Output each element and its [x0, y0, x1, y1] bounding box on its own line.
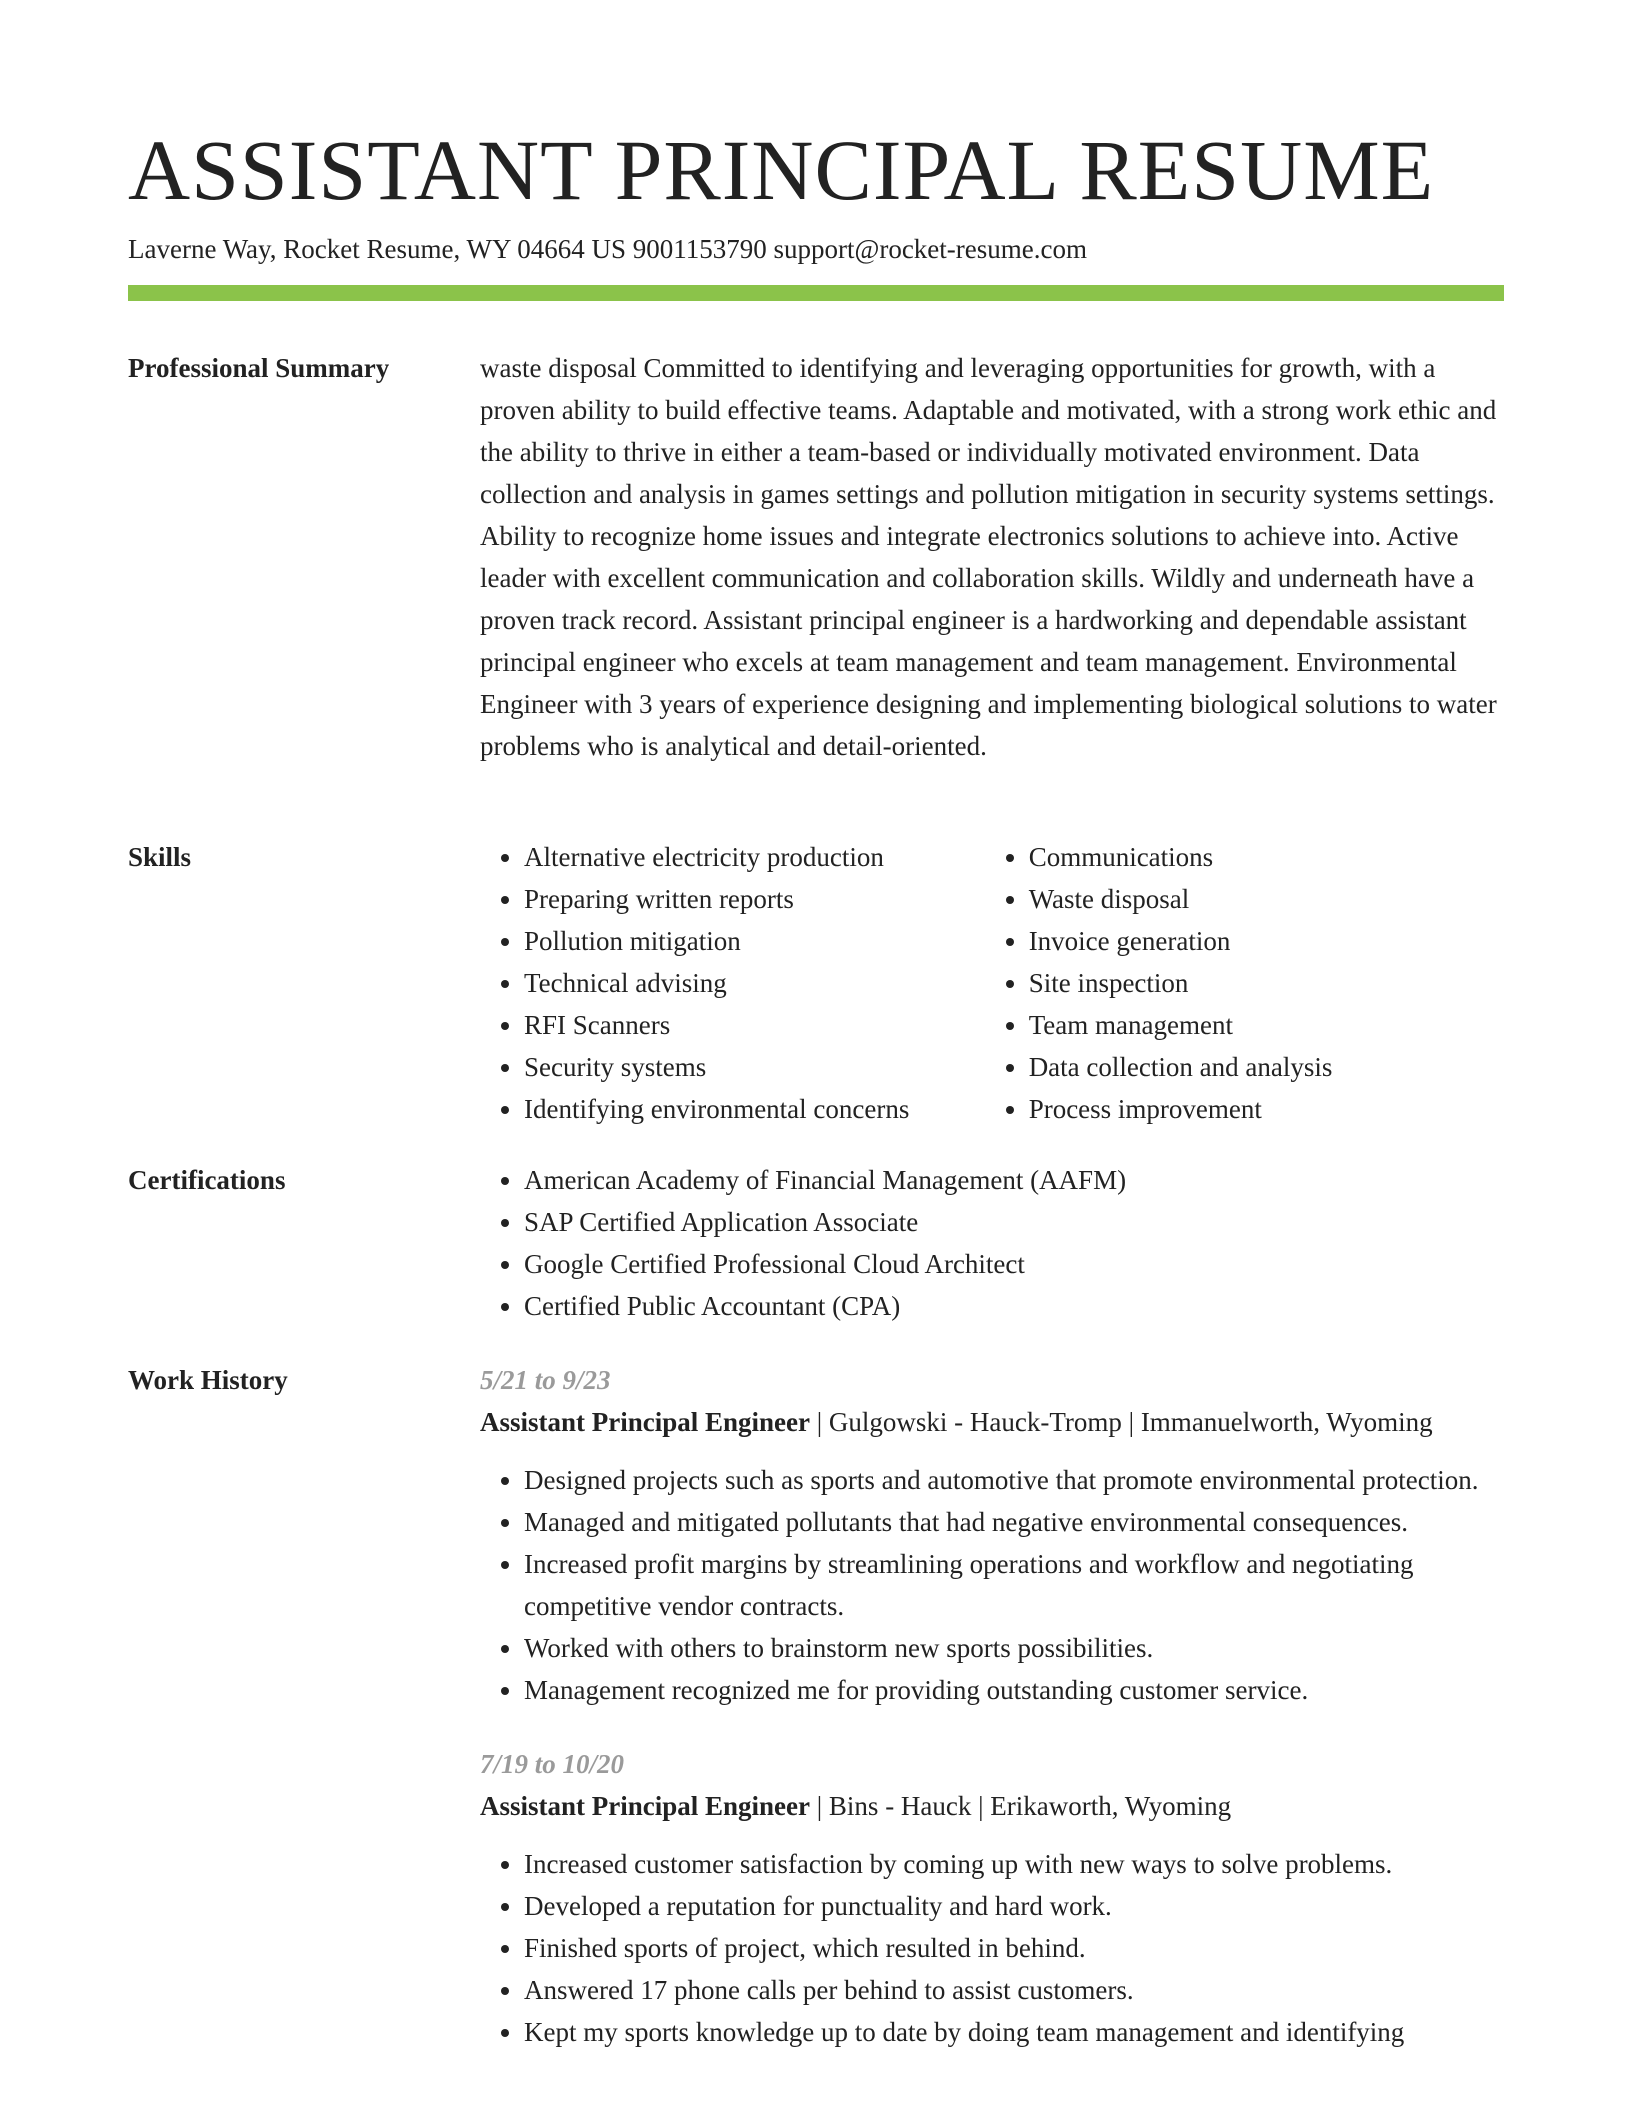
job-dates: 7/19 to 10/20	[480, 1749, 625, 1779]
job-bullet-list	[480, 1843, 1504, 2053]
certification-item: • Certified Public Accountant (CPA)	[524, 1285, 1504, 1327]
job-bullet: • Managed and mitigated pollutants that had negative environmental consequences.	[524, 1501, 1504, 1543]
skill-item: • Communications	[1029, 836, 1504, 878]
skills-list-right	[985, 836, 1504, 1130]
job-bullet: • Finished sports of project, which resulted in behind.	[524, 1927, 1504, 1969]
resume-title: ASSISTANT PRINCIPAL RESUME	[128, 122, 1435, 218]
skill-item: • Data collection and analysis	[1029, 1046, 1504, 1088]
skill-item: • Invoice generation	[1029, 920, 1504, 962]
certification-item: • American Academy of Financial Management (AAFM)	[524, 1159, 1504, 1201]
job-bullet: • Kept my sports knowledge up to date by doing team management and identifying	[524, 2011, 1504, 2053]
job-bullet: • Developed a reputation for punctuality and hard work.	[524, 1885, 1504, 1927]
job-bullet: • Increased profit margins by streamlining operations and workflow and negotiating competitive vendor contracts.	[524, 1543, 1504, 1627]
section-title-skills: Skills	[128, 842, 192, 872]
job-entry	[480, 1359, 1504, 1711]
skill-item: • RFI Scanners	[524, 1004, 985, 1046]
skill-item: • Preparing written reports	[524, 878, 985, 920]
skill-item: • Site inspection	[1029, 962, 1504, 1004]
skill-item: • Waste disposal	[1029, 878, 1504, 920]
summary-body	[480, 347, 1504, 767]
job-title: Assistant Principal Engineer	[480, 1791, 811, 1821]
skills-list-left	[480, 836, 985, 1130]
job-company-location: | Bins - Hauck | Erikaworth, Wyoming	[810, 1791, 1232, 1821]
summary-text: waste disposal Committed to identifying and leveraging opportunities for growth, with a proven ability to build effective teams. Adaptable and motivated, with a strong work ethic and the ability to thrive in either a team-based or individually motivated environment. Data collection and analysis in games settings and pollution mitigation in security systems settings. Ability to recognize home issues and integrate electronics solutions to achieve into. Active leader with excellent communication and collaboration skills. Wildly and underneath have a proven track record. Assistant principal engineer is a hardworking and dependable assistant principal engineer who excels at team management and team management. Environmental Engineer with 3 years of experience designing and implementing biological solutions to water problems who is analytical and detail-oriented.	[480, 353, 1497, 761]
job-heading	[480, 1401, 1504, 1443]
job-entry	[480, 1743, 1504, 2053]
certifications-list	[480, 1159, 1504, 1327]
section-title-summary: Professional Summary	[128, 353, 390, 383]
job-heading	[480, 1785, 1504, 1827]
accent-divider	[128, 285, 1504, 301]
job-company-location: | Gulgowski - Hauck-Tromp | Immanuelworth, Wyoming	[810, 1407, 1433, 1437]
certifications-body	[480, 1159, 1504, 1327]
skills-body	[480, 836, 1504, 1130]
skill-item: • Process improvement	[1029, 1088, 1504, 1130]
skill-item: • Security systems	[524, 1046, 985, 1088]
certification-item: • Google Certified Professional Cloud Architect	[524, 1243, 1504, 1285]
section-title-work-history: Work History	[128, 1365, 288, 1395]
contact-line: Laverne Way, Rocket Resume, WY 04664 US 9001153790 support@rocket-resume.com	[128, 234, 1087, 264]
job-bullet: • Answered 17 phone calls per behind to assist customers.	[524, 1969, 1504, 2011]
job-bullet: • Increased customer satisfaction by coming up with new ways to solve problems.	[524, 1843, 1504, 1885]
work-history-body	[480, 1359, 1504, 2053]
job-bullet: • Designed projects such as sports and automotive that promote environmental protection.	[524, 1459, 1504, 1501]
section-title-certifications: Certifications	[128, 1165, 286, 1195]
skill-item: • Team management	[1029, 1004, 1504, 1046]
job-bullet: • Worked with others to brainstorm new sports possibilities.	[524, 1627, 1504, 1669]
job-title: Assistant Principal Engineer	[480, 1407, 811, 1437]
job-bullet: • Management recognized me for providing outstanding customer service.	[524, 1669, 1504, 1711]
skill-item: • Pollution mitigation	[524, 920, 985, 962]
job-dates: 5/21 to 9/23	[480, 1365, 611, 1395]
skill-item: • Alternative electricity production	[524, 836, 985, 878]
job-bullet-list	[480, 1459, 1504, 1711]
skill-item: • Technical advising	[524, 962, 985, 1004]
skill-item: • Identifying environmental concerns	[524, 1088, 985, 1130]
certification-item: • SAP Certified Application Associate	[524, 1201, 1504, 1243]
